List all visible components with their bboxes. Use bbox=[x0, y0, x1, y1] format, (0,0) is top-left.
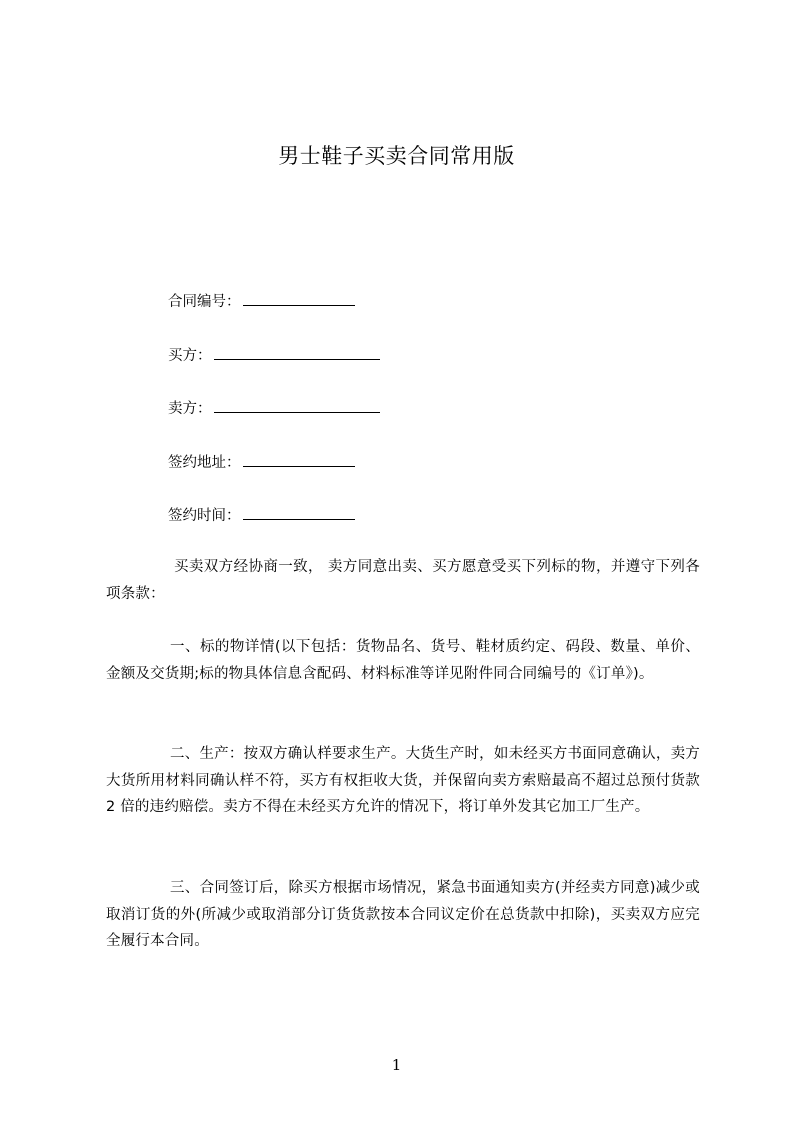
signing-address-label: 签约地址： bbox=[168, 455, 241, 471]
signing-time-field bbox=[168, 505, 355, 526]
page-number: 1 bbox=[391, 1056, 402, 1074]
contract-number-label: 合同编号： bbox=[168, 294, 241, 310]
signing-time-blank bbox=[243, 505, 355, 520]
clause-2-paragraph: 二、生产：按双方确认样要求生产。大货生产时，如未经买方书面同意确认，卖方大货所用材料同确认样不符，买方有权拒收大货，并保留向卖方索赔最高不超过总预付货款 2 倍的违约赔偿。卖方不得在未经买方允许的情况下，将订单外发其它加工厂生产。 bbox=[106, 746, 700, 815]
seller-label: 卖方： bbox=[168, 401, 212, 417]
contract-number-blank bbox=[243, 291, 355, 306]
buyer-field bbox=[168, 345, 380, 366]
clause-3-paragraph: 三、合同签订后，除买方根据市场情况，紧急书面通知卖方(并经卖方同意)减少或取消订货的外(所减少或取消部分订货货款按本合同议定价在总货款中扣除)，买卖双方应完全履行本合同。 bbox=[106, 880, 700, 949]
signing-address-field bbox=[168, 452, 355, 473]
signing-time-label: 签约时间： bbox=[168, 508, 241, 524]
signing-address-blank bbox=[243, 452, 355, 467]
clause-1-paragraph: 一、标的物详情(以下包括：货物品名、货号、鞋材质约定、码段、数量、单价、金额及交货期;标的物具体信息含配码、材料标准等详见附件同合同编号的《订单》)。 bbox=[106, 639, 700, 682]
buyer-label: 买方： bbox=[168, 348, 212, 364]
contract-number-field bbox=[168, 291, 355, 312]
seller-field bbox=[168, 398, 380, 419]
buyer-blank bbox=[214, 345, 380, 360]
seller-blank bbox=[214, 398, 380, 413]
document-title: 男士鞋子买卖合同常用版 bbox=[278, 144, 515, 168]
intro-paragraph: 买卖双方经协商一致， 卖方同意出卖、买方愿意受买下列标的物，并遵守下列各项条款： bbox=[106, 559, 700, 602]
